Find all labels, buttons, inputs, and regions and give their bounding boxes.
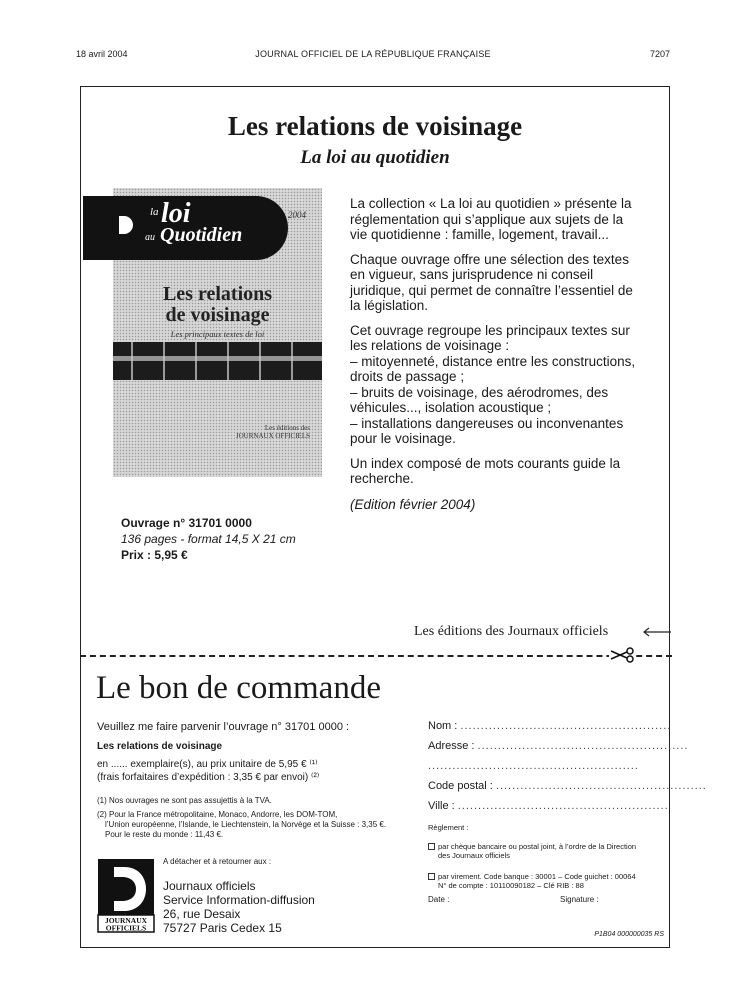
cover-series-au: au <box>145 232 155 243</box>
header-date: 18 avril 2004 <box>76 49 128 59</box>
edition-note: (Edition février 2004) <box>350 496 476 512</box>
cover-title-line2: de voisinage <box>165 304 270 326</box>
virement-label <box>438 872 636 890</box>
cut-line <box>80 655 672 657</box>
description-list <box>350 323 640 447</box>
adresse-continuation-field[interactable] <box>428 760 656 780</box>
code-postal-dotted-line: .................................................... <box>495 780 707 792</box>
adresse-dotted-line: .................................................... <box>477 740 689 752</box>
cover-editor-line1: Les éditions des <box>264 424 310 432</box>
mailing-address <box>163 879 315 935</box>
cover-title-line1: Les relations <box>162 283 273 305</box>
ville-field[interactable] <box>428 800 669 820</box>
order-footnotes <box>97 796 407 840</box>
order-form-title: Le bon de commande <box>96 670 381 706</box>
footnote-2-line1: (2) Pour la France métropolitaine, Monaco, Andorre, les DOM-TOM, <box>97 810 338 819</box>
book-description <box>350 196 640 521</box>
product-number: Ouvrage n° 31701 0000 <box>121 516 252 530</box>
payment-label: Règlement : <box>428 823 469 832</box>
cover-photo-band <box>113 342 322 380</box>
cheque-label-line2: des Journaux officiels <box>438 851 510 860</box>
ad-title: Les relations de voisinage <box>227 111 523 141</box>
signature-label: Signature : <box>560 895 599 904</box>
virement-label-line2: N° de compte : 10110090182 – Clé RIB : 88 <box>438 881 584 890</box>
footnote-2-line3: Pour le reste du monde : 11,43 €. <box>105 830 224 839</box>
footnote-2-line2: l’Union européenne, l’Islande, le Liechtenstein, la Norvège et la Suisse : 3,35 €. <box>105 820 387 829</box>
cover-series-loi: loi <box>161 198 191 229</box>
product-info <box>121 515 341 563</box>
nom-dotted-line: .................................................... <box>460 720 672 732</box>
product-price: Prix : 5,95 € <box>121 548 188 562</box>
detach-instruction: A détacher et à retourner aux : <box>163 857 272 866</box>
ad-subtitle: La loi au quotidien <box>300 147 450 168</box>
order-form-details <box>97 721 407 840</box>
cover-editor-line2: JOURNAUX OFFICIELS <box>235 432 310 440</box>
address-line: Journaux officiels <box>163 879 256 893</box>
nom-field[interactable] <box>428 720 672 740</box>
adresse-label: Adresse : <box>428 740 475 752</box>
order-shipping-line: (frais forfaitaires d’expédition : 3,35 € par envoi) ⁽²⁾ <box>97 772 320 783</box>
nom-label: Nom : <box>428 720 458 732</box>
publisher-tagline: Les éditions des Journaux officiels <box>414 624 609 639</box>
header-page-number: 7207 <box>649 49 670 59</box>
cover-title <box>113 284 322 326</box>
list-item: – mitoyenneté, distance entre les constructions, droits de passage ; <box>350 353 636 384</box>
code-postal-label: Code postal : <box>428 780 493 792</box>
scissors-icon <box>609 647 635 663</box>
order-book-title: Les relations de voisinage <box>97 741 223 752</box>
logo-text-line2: OFFICIELS <box>105 923 147 933</box>
payment-option-cheque[interactable] <box>428 842 656 860</box>
order-quantity-line: en ...... exemplaire(s), au prix unitaire de 5,95 € ⁽¹⁾ <box>97 759 318 770</box>
virement-label-line1: par virement. Code banque : 30001 – Code guichet : 00064 <box>438 872 636 881</box>
index-paragraph: Un index composé de mots courants guide la recherche. <box>350 455 621 486</box>
book-cover-image <box>113 188 322 477</box>
cover-series-quotidien: Quotidien <box>160 224 243 246</box>
arrow-left-icon <box>641 626 671 638</box>
cheque-label-line1: par chèque bancaire ou postal joint, à l’ordre de la Direction <box>438 842 637 851</box>
cheque-label <box>438 842 636 860</box>
date-signature-row <box>428 895 628 904</box>
customer-fields <box>428 720 707 902</box>
adresse-field[interactable] <box>428 740 689 760</box>
product-pages-format: 136 pages - format 14,5 X 21 cm <box>121 532 296 546</box>
header-journal-title: JOURNAL OFFICIEL DE LA RÉPUBLIQUE FRANÇAISE <box>255 49 491 59</box>
ville-dotted-line: .................................................... <box>457 800 669 812</box>
payment-option-virement[interactable] <box>428 872 656 890</box>
cover-photo-band-highlight <box>113 356 322 361</box>
cover-series-la: la <box>150 206 159 218</box>
code-postal-field[interactable] <box>428 780 707 800</box>
cover-editor <box>236 424 310 440</box>
page-header <box>76 49 670 63</box>
description-paragraph: La collection « La loi au quotidien » présente la réglementation qui s’applique aux sujets de la vie quotidienne : famille, logement, travail... <box>350 196 632 242</box>
journaux-officiels-logo <box>98 859 154 932</box>
cheque-checkbox[interactable] <box>428 843 435 850</box>
cover-subtitle: Les principaux textes de loi <box>170 329 265 339</box>
cover-year: 2004 <box>288 210 306 220</box>
footnote-1: (1) Nos ouvrages ne sont pas assujettis à la TVA. <box>97 796 272 805</box>
address-line: Service Information-diffusion <box>163 893 315 907</box>
date-label: Date : <box>428 895 450 904</box>
list-item: – installations dangereuses ou inconvenantes pour le voisinage. <box>350 415 624 446</box>
adresse-continuation-dotted-line: .................................................... <box>428 760 639 772</box>
virement-checkbox[interactable] <box>428 873 435 880</box>
description-paragraph: Chaque ouvrage offre une sélection des textes en vigueur, sans jurisprudence ni conseil juridique, qui permet de connaître l’essentiel de la législation. <box>350 251 633 313</box>
list-intro: Cet ouvrage regroupe les principaux textes sur les relations de voisinage : <box>350 322 630 353</box>
list-item: – bruits de voisinage, des aérodromes, des véhicules..., isolation acoustique ; <box>350 384 609 415</box>
logo-text-line1: JOURNAUX <box>104 916 148 925</box>
address-line: 75727 Paris Cedex 15 <box>163 921 282 935</box>
reference-code: P1B04 000000035 RS <box>594 931 664 938</box>
order-intro: Veuillez me faire parvenir l’ouvrage n° 31701 0000 : <box>97 721 350 733</box>
ville-label: Ville : <box>428 800 455 812</box>
address-line: 26, rue Desaix <box>163 907 241 921</box>
